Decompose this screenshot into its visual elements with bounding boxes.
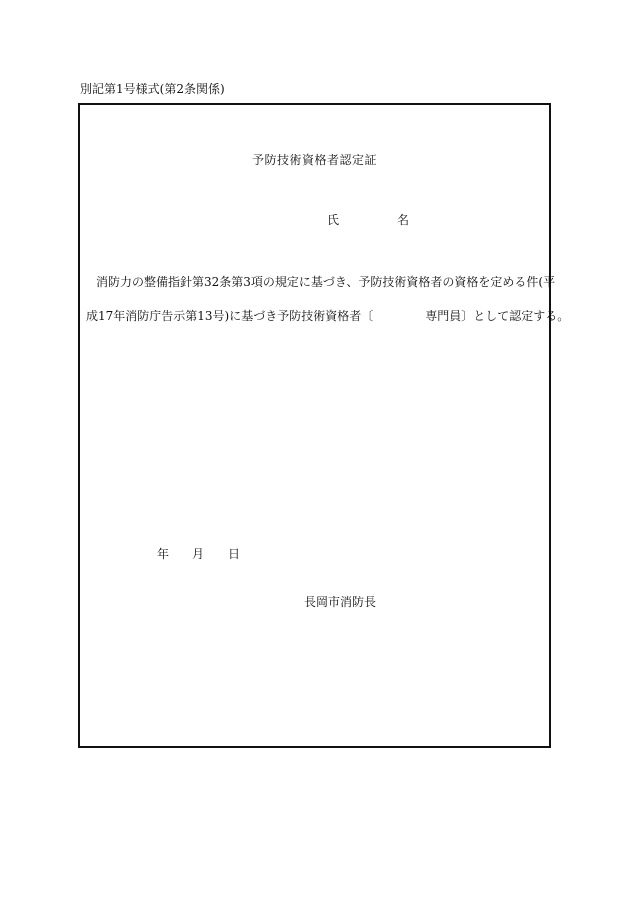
name-label-first-char: 氏 [327, 213, 340, 227]
certificate-title: 予防技術資格者認定証 [251, 153, 377, 167]
statement-line-1: 消防力の整備指針第32条第3項の規定に基づき、予防技術資格者の資格を定める件(平 [96, 275, 556, 289]
issuer-title: 長岡市消防長 [304, 595, 377, 609]
statement-line-2-before: 成17年消防庁告示第13号)に基づき予防技術資格者〔 [86, 309, 374, 323]
statement-line-2 [86, 299, 570, 333]
form-number-label: 別記第1号様式(第2条関係) [80, 82, 225, 96]
name-field [80, 211, 549, 229]
date-day-label: 日 [228, 547, 241, 561]
statement-line-2-after: 専門員〕として認定する。 [425, 309, 570, 323]
name-label-second-char: 名 [397, 213, 410, 227]
certificate-frame [78, 103, 570, 748]
certification-statement [86, 265, 570, 333]
date-year-label: 年 [157, 547, 170, 561]
issue-date [80, 545, 280, 563]
date-month-label: 月 [192, 547, 205, 561]
